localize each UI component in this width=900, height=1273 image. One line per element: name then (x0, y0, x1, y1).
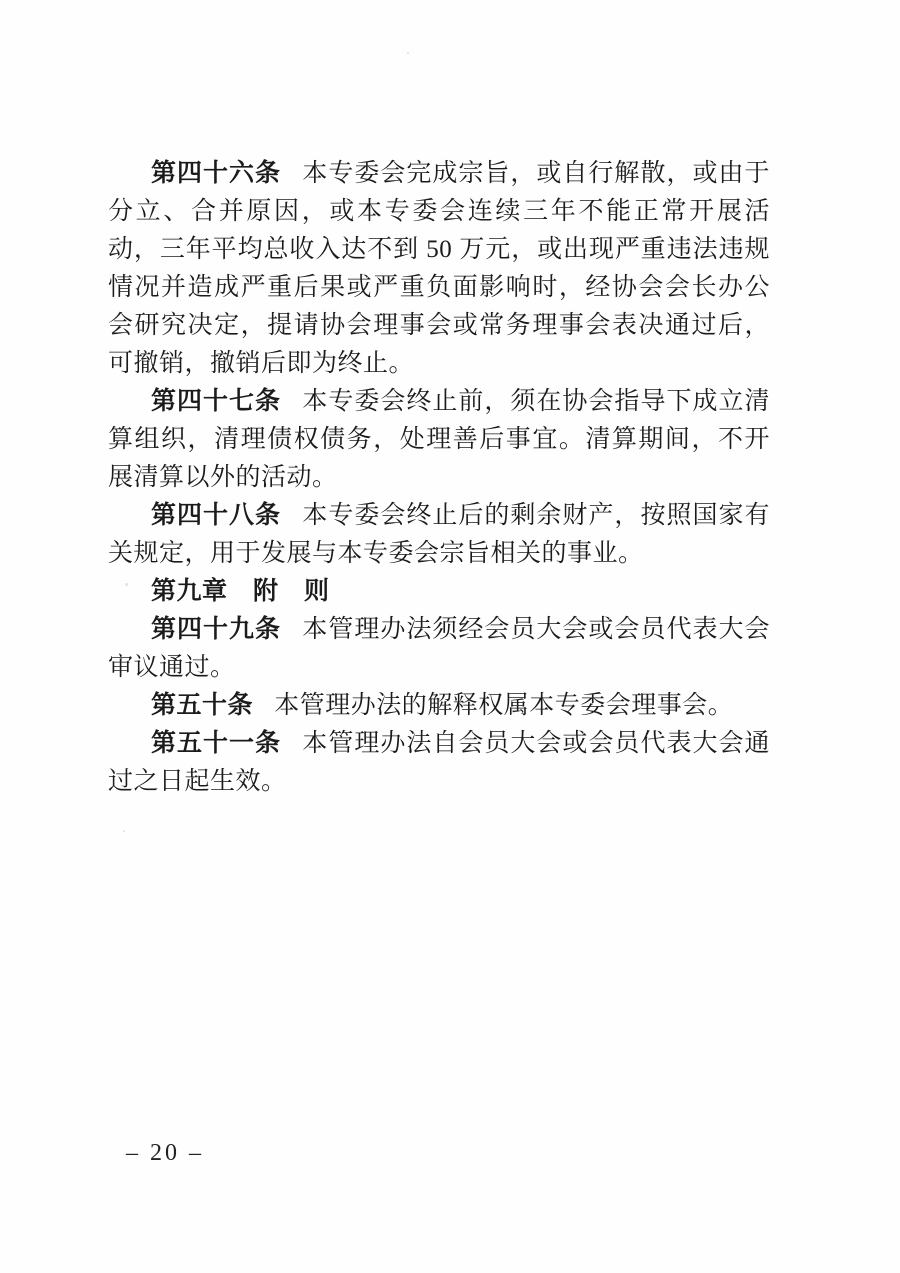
article-number: 第四十七条 (151, 388, 282, 415)
article-paragraph (108, 611, 770, 687)
scan-speck (123, 830, 125, 832)
article-paragraph (108, 155, 770, 383)
article-number: 第五十条 (151, 692, 254, 719)
article-text: 本管理办法自会员大会或会员代表大会通过之日起生效。 (108, 730, 770, 795)
article-number: 第五十一条 (151, 730, 282, 757)
article-paragraph (108, 383, 770, 497)
scan-speck (125, 583, 128, 586)
article-text: 本专委会终止前，须在协会指导下成立清算组织，清理债权债务，处理善后事宜。清算期间，不开展清算以外的活动。 (108, 388, 770, 491)
chapter-heading: 第九章 附 则 (151, 578, 330, 605)
article-text: 本管理办法的解释权属本专委会理事会。 (274, 692, 734, 719)
article-text: 本专委会完成宗旨，或自行解散，或由于分立、合并原因，或本专委会连续三年不能正常开展活动，三年平均总收入达不到 50 万元，或出现严重违法违规情况并造成严重后果或严重负面影响时，经协会会长办公会研究决定，提请协会理事会或常务理事会表决通过后，可撤销，撤销后即为终止。 (108, 160, 770, 377)
article-number: 第四十六条 (151, 160, 282, 187)
article-text: 本专委会终止后的剩余财产，按照国家有关规定，用于发展与本专委会宗旨相关的事业。 (108, 502, 770, 567)
article-text: 本管理办法须经会员大会或会员代表大会审议通过。 (108, 616, 770, 681)
article-number: 第四十九条 (151, 616, 282, 643)
page-number: – 20 – (126, 1140, 204, 1166)
article-paragraph (108, 497, 770, 573)
article-paragraph (108, 725, 770, 801)
page-content (108, 155, 770, 801)
scan-speck (407, 52, 409, 54)
article-number: 第四十八条 (151, 502, 282, 529)
article-paragraph (108, 687, 770, 725)
